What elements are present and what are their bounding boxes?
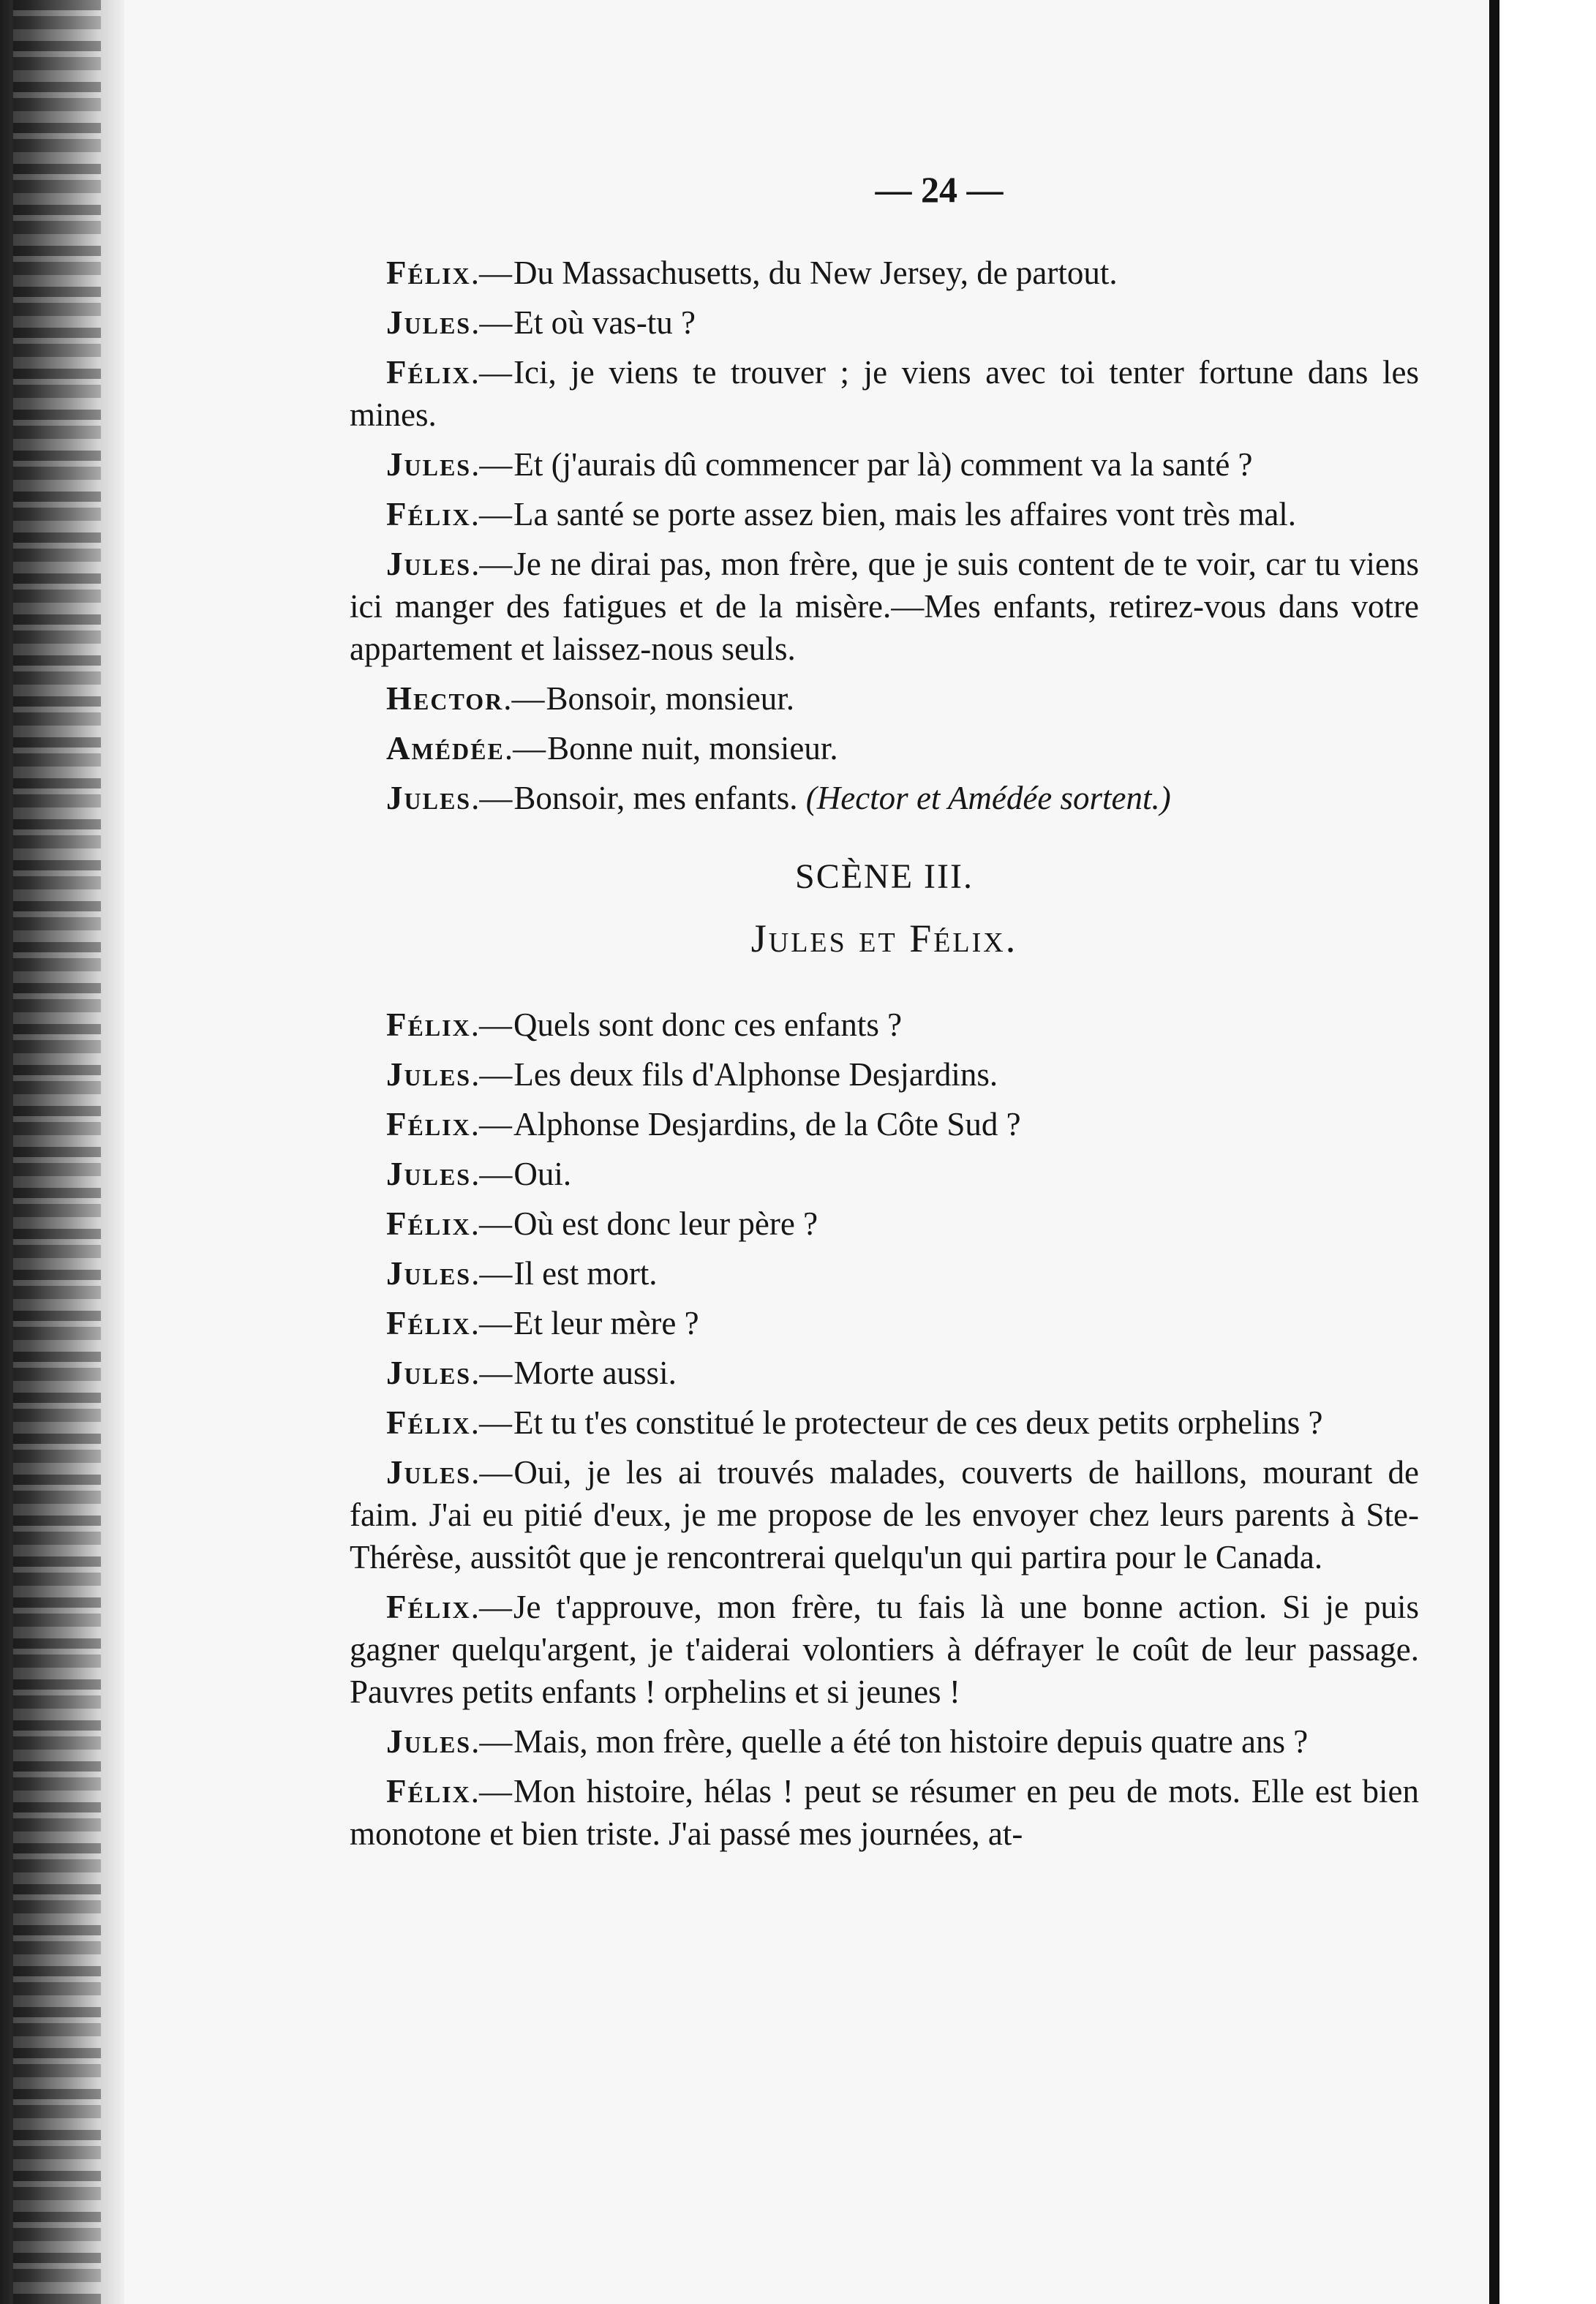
dialogue-line: [350, 1451, 1419, 1578]
dialogue-text: Et où vas-tu ?: [513, 304, 696, 341]
speaker-name: Félix: [386, 1006, 471, 1043]
dialogue-text: Ici, je viens te trouver ; je viens avec toi tenter fortune dans les mines.: [350, 354, 1419, 433]
dialogue-line: [350, 677, 1419, 720]
speaker-name: Félix: [386, 354, 471, 391]
speaker-separator: .—: [470, 1006, 512, 1043]
speaker-name: Amédée: [386, 730, 505, 767]
dialogue-text: Bonsoir, monsieur.: [546, 680, 794, 717]
speaker-separator: .—: [504, 730, 546, 767]
dialogue-text: Bonne nuit, monsieur.: [547, 730, 838, 767]
speaker-separator: .—: [470, 1589, 512, 1625]
dialogue-text: Je ne dirai pas, mon frère, que je suis content de te voir, car tu viens ici manger des fatigues et de la misère.—Mes enfants, retirez-vous dans votre appartement et laissez-nous seuls.: [350, 546, 1419, 667]
dialogue-text: Oui.: [513, 1156, 572, 1192]
speaker-name: Félix: [386, 1205, 471, 1242]
speaker-separator: .—: [470, 1205, 512, 1242]
speaker-name: Félix: [386, 255, 471, 291]
dialogue-line: [350, 777, 1419, 819]
dialogue-line: [350, 543, 1419, 670]
dialogue-line: [350, 1202, 1419, 1245]
speaker-name: Jules: [386, 304, 472, 341]
dialogue-text: Du Massachusetts, du New Jersey, de partout.: [513, 255, 1118, 291]
dialogue-line: [350, 493, 1419, 535]
speaker-separator: .—: [503, 680, 545, 717]
dialogue-text: Mais, mon frère, quelle a été ton histoire depuis quatre ans ?: [513, 1723, 1309, 1760]
dialogue-line: [350, 1004, 1419, 1046]
speaker-separator: .—: [471, 304, 513, 341]
speaker-separator: .—: [471, 1454, 513, 1491]
dialogue-line: [350, 252, 1419, 294]
speaker-separator: .—: [470, 1305, 512, 1341]
speaker-separator: .—: [470, 255, 512, 291]
speaker-name: Jules: [386, 446, 472, 483]
dialogue-text: Quels sont donc ces enfants ?: [513, 1006, 903, 1043]
dialogue-text: Il est mort.: [513, 1255, 658, 1292]
dialogue-line: [350, 1103, 1419, 1145]
speaker-separator: .—: [471, 1723, 513, 1760]
dialogue-line: [350, 1401, 1419, 1444]
dialogue-block-b: [350, 1004, 1419, 1855]
dialogue-text: Alphonse Desjardins, de la Côte Sud ?: [513, 1106, 1021, 1142]
dialogue-line: [350, 1352, 1419, 1394]
speaker-name: Jules: [386, 1156, 472, 1192]
dialogue-text: Les deux fils d'Alphonse Desjardins.: [513, 1056, 998, 1093]
dialogue-text: Et tu t'es constitué le protecteur de ces deux petits orphelins ?: [513, 1404, 1323, 1441]
dialogue-line: [350, 1770, 1419, 1855]
dialogue-text: Et (j'aurais dû commencer par là) comment va la santé ?: [513, 446, 1253, 483]
speaker-separator: .—: [471, 1255, 513, 1292]
speaker-name: Jules: [386, 1723, 472, 1760]
dialogue-line: [350, 1053, 1419, 1096]
speaker-name: Félix: [386, 1589, 471, 1625]
speaker-name: Félix: [386, 1404, 471, 1441]
dialogue-line: [350, 351, 1419, 436]
dialogue-text: Et leur mère ?: [513, 1305, 699, 1341]
spine-texture: [13, 0, 101, 2304]
dialogue-block-a: [350, 252, 1419, 819]
dialogue-line: [350, 301, 1419, 344]
dialogue-text: Morte aussi.: [513, 1355, 677, 1391]
speaker-separator: .—: [471, 1156, 513, 1192]
right-page-edge: [1489, 0, 1596, 2304]
speaker-separator: .—: [470, 354, 512, 391]
speaker-separator: .—: [471, 446, 513, 483]
speaker-name: Jules: [386, 1255, 472, 1292]
scene-characters: Jules et Félix.: [750, 916, 1018, 960]
dialogue-line: [350, 1252, 1419, 1295]
dialogue-line: [350, 443, 1419, 486]
dialogue-line: [350, 1720, 1419, 1763]
speaker-separator: .—: [470, 496, 512, 532]
book-spine-edge: [0, 0, 124, 2304]
dialogue-line: [350, 1302, 1419, 1344]
dialogue-text: La santé se porte assez bien, mais les affaires vont très mal.: [513, 496, 1297, 532]
speaker-separator: .—: [471, 546, 513, 582]
speaker-name: Jules: [386, 780, 472, 816]
speaker-name: Félix: [386, 496, 471, 532]
speaker-separator: .—: [470, 1106, 512, 1142]
speaker-name: Félix: [386, 1773, 471, 1810]
dialogue-text: Où est donc leur père ?: [513, 1205, 818, 1242]
speaker-separator: .—: [471, 1355, 513, 1391]
speaker-name: Jules: [386, 1355, 472, 1391]
speaker-name: Jules: [386, 1454, 472, 1491]
dialogue-text: Mon histoire, hélas ! peut se résumer en peu de mots. Elle est bien monotone et bien triste. J'ai passé mes journées, at-: [350, 1773, 1419, 1852]
speaker-name: Jules: [386, 546, 472, 582]
speaker-name: Félix: [386, 1106, 471, 1142]
speaker-name: Jules: [386, 1056, 472, 1093]
page-number: — 24 —: [875, 169, 1004, 210]
speaker-name: Hector: [386, 680, 504, 717]
dialogue-line: [350, 727, 1419, 769]
dialogue-text: Bonsoir, mes enfants.: [513, 780, 798, 816]
speaker-name: Félix: [386, 1305, 471, 1341]
speaker-separator: .—: [470, 1404, 512, 1441]
speaker-separator: .—: [471, 1056, 513, 1093]
dialogue-text: Je t'approuve, mon frère, tu fais là une bonne action. Si je puis gagner quelqu'argent, je t'aiderai volontiers à défrayer le coût de leur passage. Pauvres petits enfants ! orphelins et si jeunes !: [350, 1589, 1419, 1710]
dialogue-text: Oui, je les ai trouvés malades, couverts de haillons, mourant de faim. J'ai eu pitié d'eux, je me propose de les envoyer chez leurs parents à Ste-Thérèse, aussitôt que je rencontrerai quelqu'un qui partira pour le Canada.: [350, 1454, 1419, 1575]
page-content: [350, 168, 1419, 1862]
dialogue-line: [350, 1586, 1419, 1713]
stage-direction: (Hector et Amédée sortent.): [805, 780, 1171, 816]
speaker-separator: .—: [471, 780, 513, 816]
scene-heading: SCÈNE III.: [795, 857, 974, 896]
speaker-separator: .—: [470, 1773, 512, 1810]
dialogue-line: [350, 1153, 1419, 1195]
